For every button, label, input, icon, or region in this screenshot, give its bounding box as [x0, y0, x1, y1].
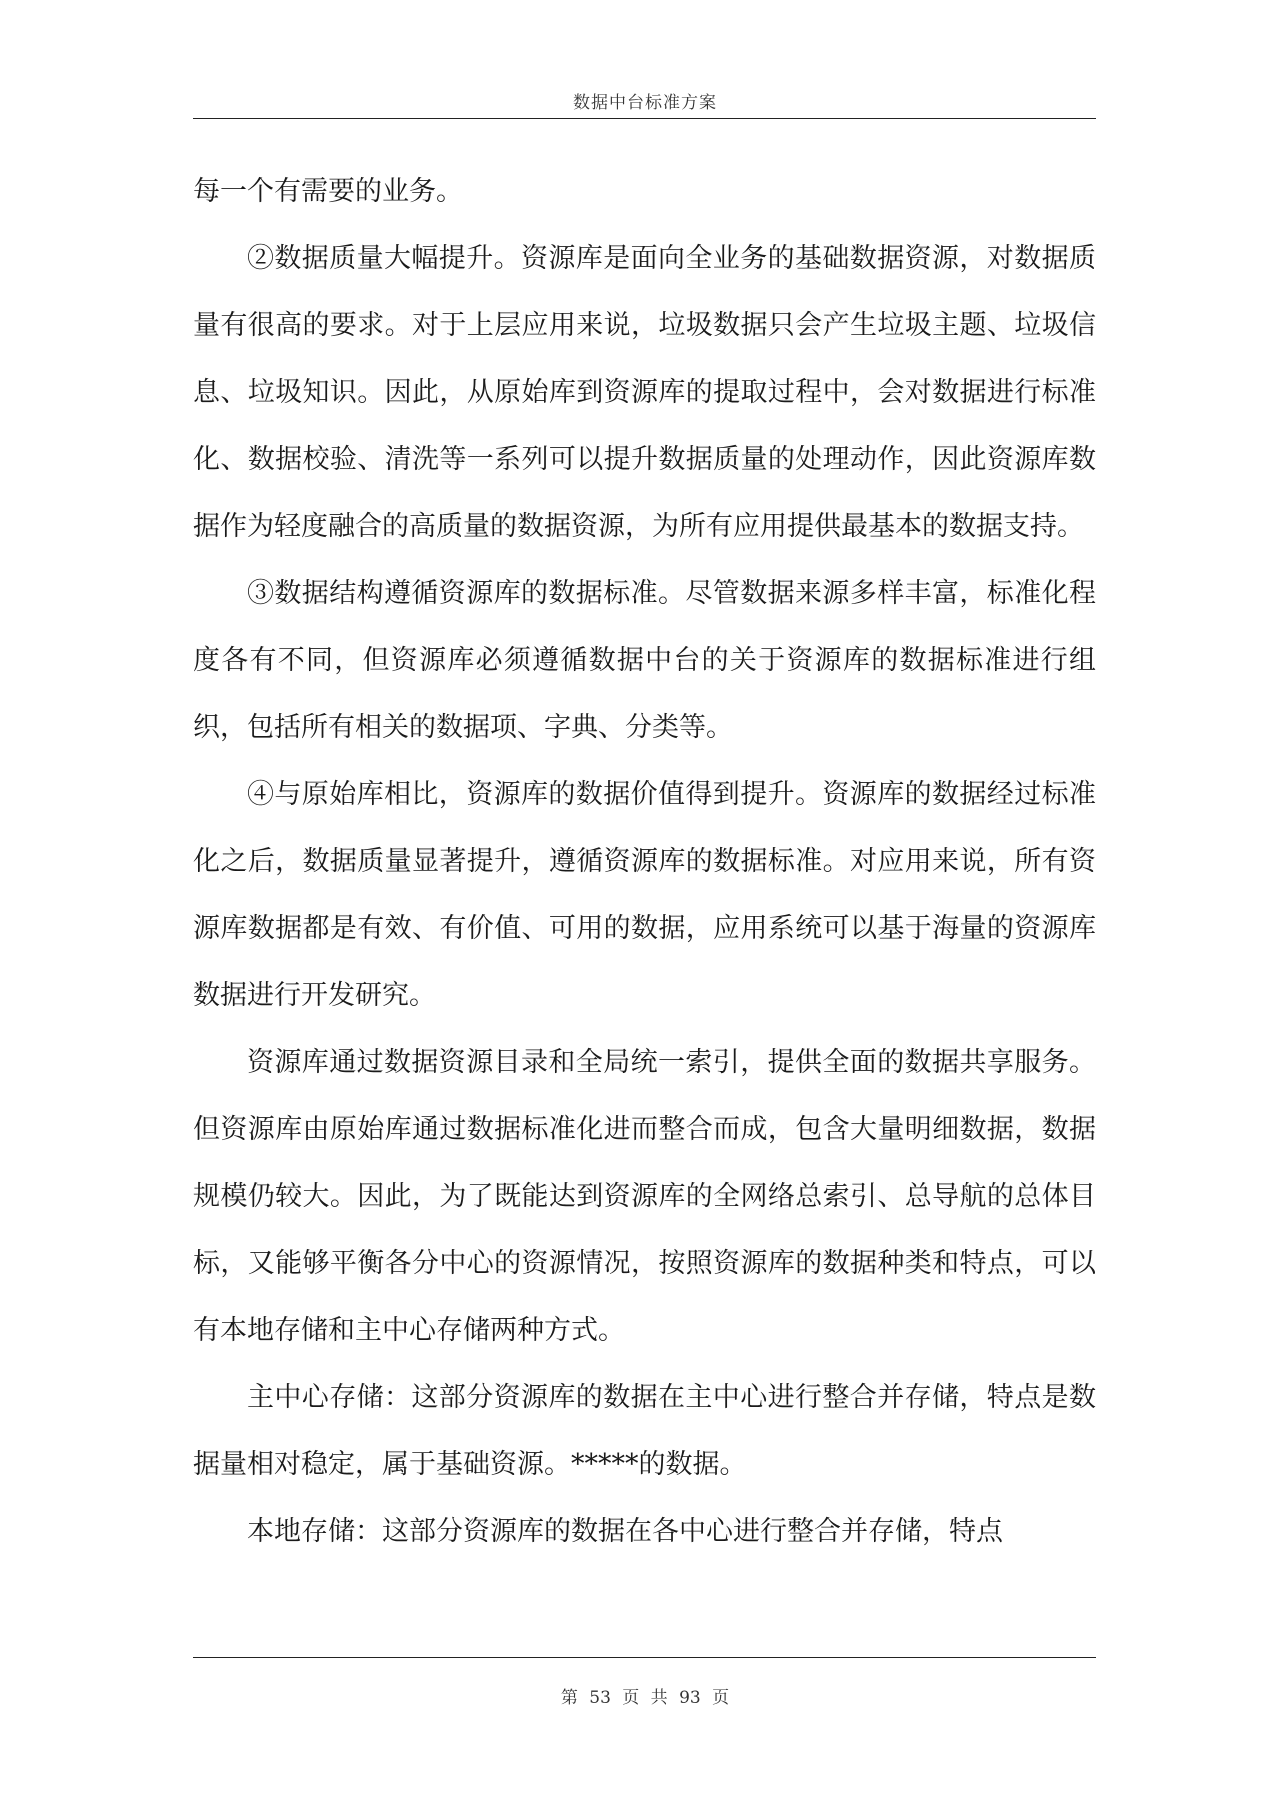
paragraph: 资源库通过数据资源目录和全局统一索引，提供全面的数据共享服务。但资源库由原始库通过数据标准化进而整合而成，包含大量明细数据，数据规模仍较大。因此，为了既能达到资源库的全网络总索引、总导航的总体目标，又能够平衡各分中心的资源情况，按照资源库的数据种类和特点，可以有本地存储和主中心存储两种方式。 [193, 1047, 1096, 1346]
paragraph: 主中心存储：这部分资源库的数据在主中心进行整合并存储，特点是数据量相对稳定，属于基础资源。*****的数据。 [193, 1382, 1096, 1480]
paragraph: ②数据质量大幅提升。资源库是面向全业务的基础数据资源，对数据质量有很高的要求。对于上层应用来说，垃圾数据只会产生垃圾主题、垃圾信息、垃圾知识。因此，从原始库到资源库的提取过程中，会对数据进行标准化、数据校验、清洗等一系列可以提升数据质量的处理动作，因此资源库数据作为轻度融合的高质量的数据资源，为所有应用提供最基本的数据支持。 [193, 243, 1096, 542]
document-body [193, 158, 1096, 1565]
running-header: 数据中台标准方案 [573, 93, 717, 113]
paragraph: ④与原始库相比，资源库的数据价值得到提升。资源库的数据经过标准化之后，数据质量显著提升，遵循资源库的数据标准。对应用来说，所有资源库数据都是有效、有价值、可用的数据，应用系统可以基于海量的资源库数据进行开发研究。 [193, 779, 1096, 1011]
paragraph: 每一个有需要的业务。 [193, 176, 463, 207]
page-number: 第 53 页 共 93 页 [560, 1688, 730, 1708]
footer-rule [193, 1657, 1096, 1658]
paragraph: 本地存储：这部分资源库的数据在各中心进行整合并存储，特点 [247, 1516, 1003, 1547]
paragraph: ③数据结构遵循资源库的数据标准。尽管数据来源多样丰富，标准化程度各有不同，但资源库必须遵循数据中台的关于资源库的数据标准进行组织，包括所有相关的数据项、字典、分类等。 [193, 578, 1096, 743]
header-rule [193, 118, 1096, 119]
